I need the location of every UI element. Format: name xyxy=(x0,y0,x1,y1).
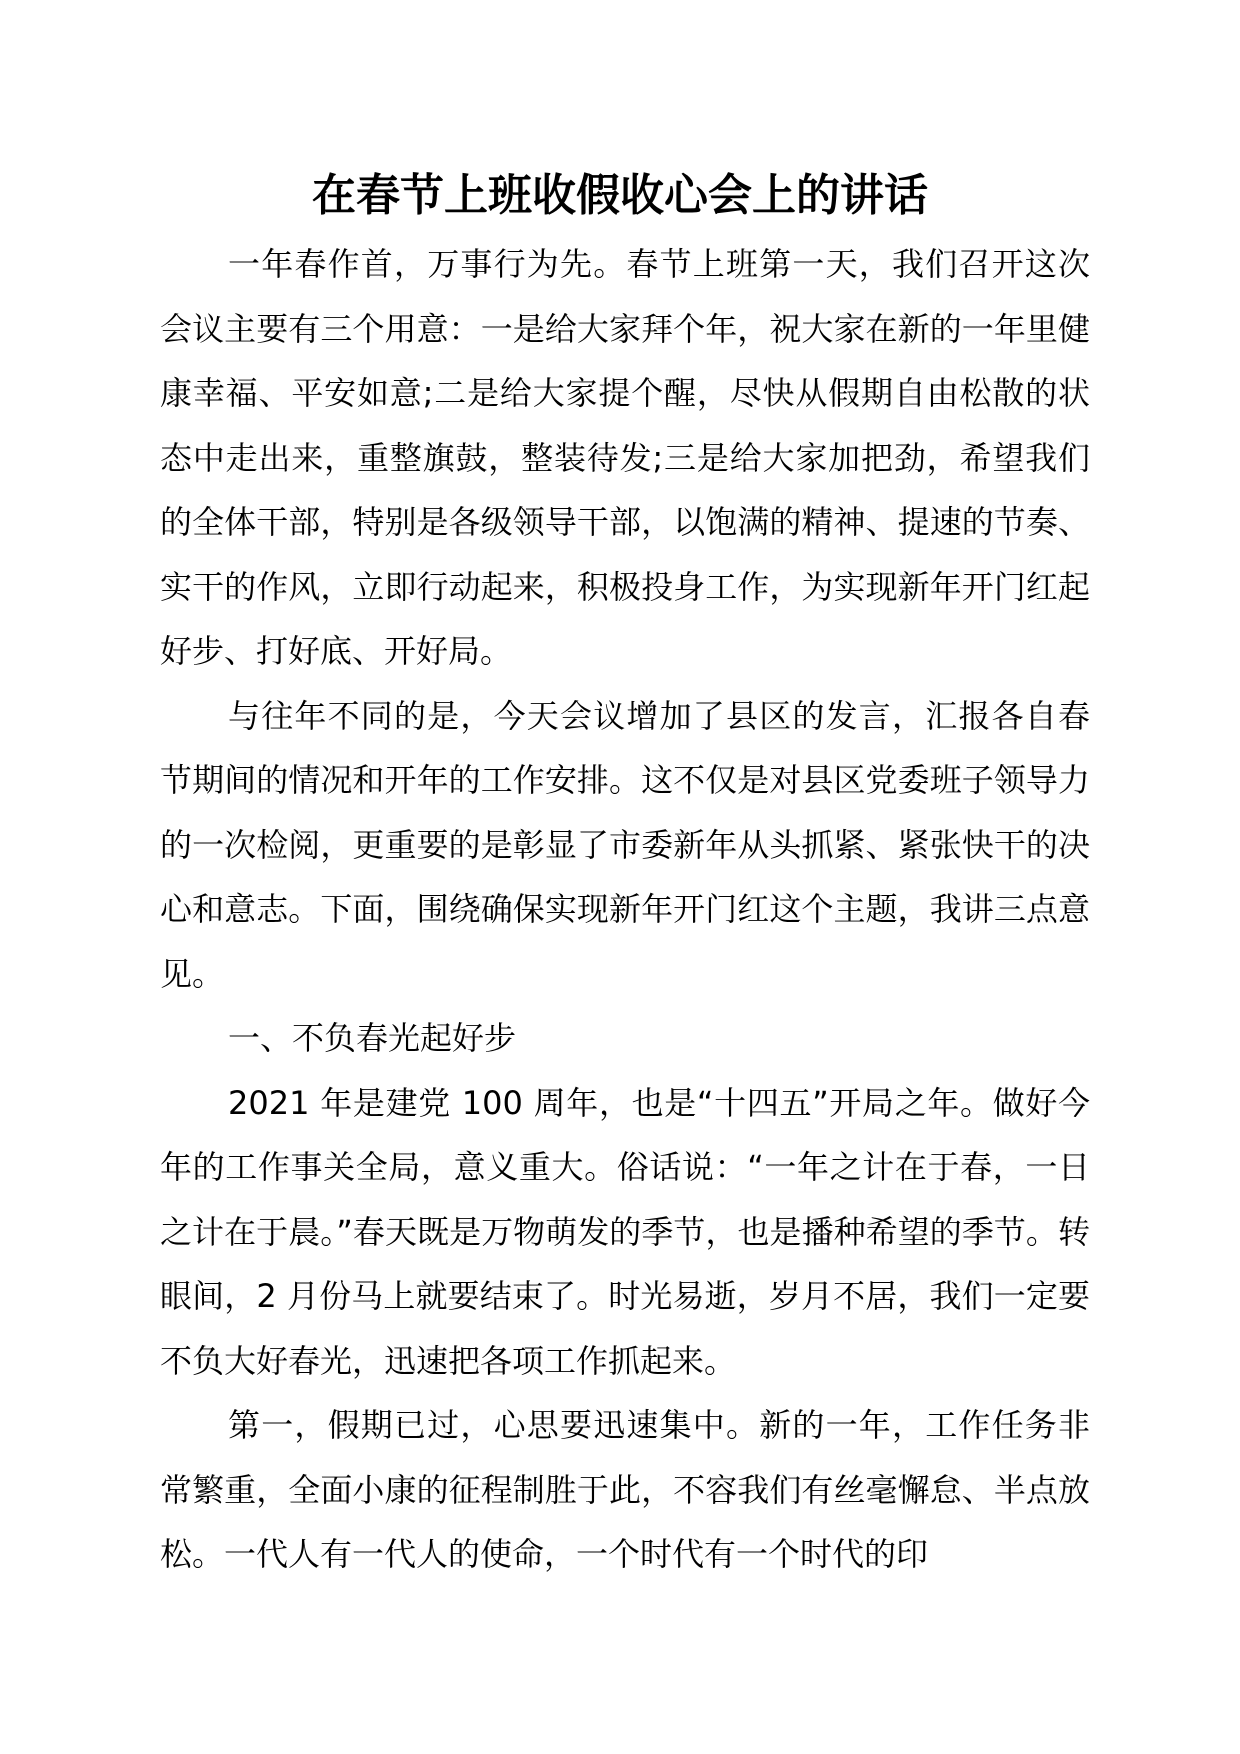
paragraph-4: 第一，假期已过，心思要迅速集中。新的一年，工作任务非常繁重，全面小康的征程制胜于此，不容我们有丝毫懈怠、半点放松。一代人有一代人的使命，一个时代有一个时代的印 xyxy=(160,1406,1090,1573)
paragraph-3: 2021 年是建党 100 周年，也是“十四五”开局之年。做好今年的工作事关全局，意义重大。俗话说：“一年之计在于春，一日之计在于晨。”春天既是万物萌发的季节，也是播种希望的季节。转眼间，2 月份马上就要结束了。时光易逝，岁月不居，我们一定要不负大好春光，迅速把各项工作抓起来。 xyxy=(160,1083,1090,1380)
document-body xyxy=(160,232,1090,1587)
document-title: 在春节上班收假收心会上的讲话 xyxy=(312,170,928,221)
paragraph-1: 一年春作首，万事行为先。春节上班第一天，我们召开这次会议主要有三个用意：一是给大家拜个年，祝大家在新的一年里健康幸福、平安如意;二是给大家提个醒，尽快从假期自由松散的状态中走出来，重整旗鼓，整装待发;三是给大家加把劲，希望我们的全体干部，特别是各级领导干部，以饱满的精神、提速的节奏、实干的作风，立即行动起来，积极投身工作，为实现新年开门红起好步、打好底、开好局。 xyxy=(160,245,1090,670)
section-heading: 一、不负春光起好步 xyxy=(228,1019,517,1057)
paragraph-2: 与往年不同的是，今天会议增加了县区的发言，汇报各自春节期间的情况和开年的工作安排。这不仅是对县区党委班子领导力的一次检阅，更重要的是彰显了市委新年从头抓紧、紧张快干的决心和意志。下面，围绕确保实现新年开门红这个主题，我讲三点意见。 xyxy=(160,696,1090,993)
